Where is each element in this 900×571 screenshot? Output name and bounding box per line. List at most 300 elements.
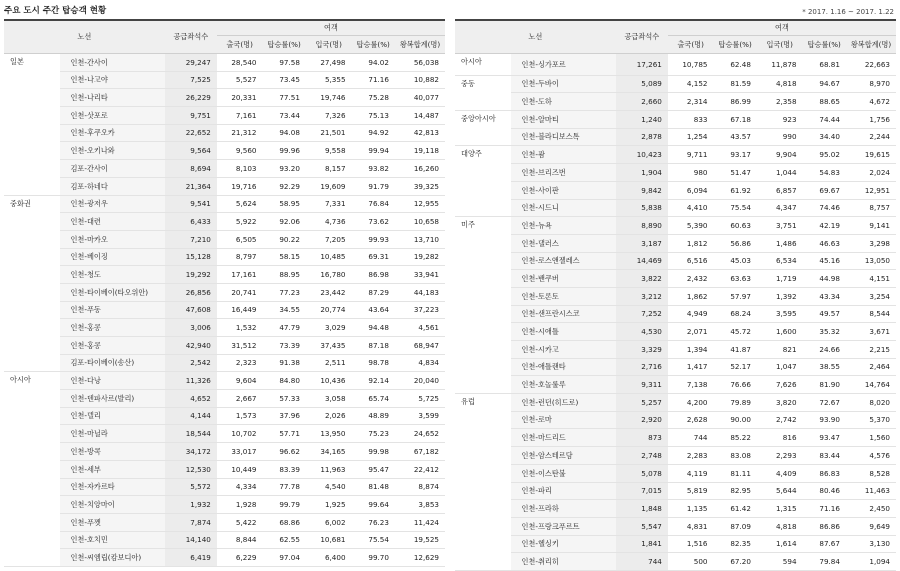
cell-out-pax: 6,094 — [668, 181, 714, 199]
header-total: 왕복합계(명) — [846, 36, 896, 54]
cell-route: 인천-씨엠립(캄보디아) — [60, 549, 164, 567]
cell-route: 인천-뉴욕 — [511, 217, 615, 235]
cell-in-pax: 9,904 — [757, 146, 803, 164]
cell-supply: 6,433 — [165, 213, 217, 231]
table-row — [4, 460, 445, 478]
cell-out-rate: 60.63 — [713, 217, 756, 235]
cell-total: 3,853 — [395, 496, 445, 514]
cell-total: 3,254 — [846, 287, 896, 305]
cell-route: 인천-괌 — [511, 146, 615, 164]
cell-route: 인천-간사이 — [60, 54, 164, 72]
cell-total: 14,764 — [846, 376, 896, 394]
cell-in-pax: 1,600 — [757, 323, 803, 341]
cell-in-rate: 35.32 — [803, 323, 846, 341]
cell-out-pax: 5,624 — [217, 195, 263, 213]
header-in-pax: 입국(명) — [757, 36, 803, 54]
cell-total: 22,663 — [846, 54, 896, 76]
cell-in-rate: 87.29 — [352, 283, 395, 301]
cell-out-rate: 51.47 — [713, 164, 756, 182]
header-out-pax: 출국(명) — [668, 36, 714, 54]
cell-route: 인천-싱가포르 — [511, 54, 615, 76]
cell-in-pax: 1,044 — [757, 164, 803, 182]
cell-total: 3,130 — [846, 535, 896, 553]
period-note: * 2017. 1.16 ~ 2017. 1.22 — [802, 8, 894, 16]
cell-total: 8,020 — [846, 394, 896, 412]
cell-out-rate: 52.17 — [713, 358, 756, 376]
cell-supply: 1,848 — [616, 500, 668, 518]
cell-out-rate: 73.39 — [262, 337, 305, 355]
cell-out-pax: 8,797 — [217, 248, 263, 266]
cell-out-pax: 5,390 — [668, 217, 714, 235]
cell-total: 10,882 — [395, 71, 445, 89]
cell-route: 인천-후쿠오카 — [60, 124, 164, 142]
cell-out-pax: 6,229 — [217, 549, 263, 567]
region-label: 대양주 — [455, 146, 511, 217]
cell-in-pax: 7,326 — [306, 107, 352, 125]
cell-in-rate: 75.23 — [352, 425, 395, 443]
cell-out-rate: 77.78 — [262, 478, 305, 496]
header-route: 노선 — [455, 20, 616, 54]
table-row — [455, 54, 896, 76]
cell-total: 56,038 — [395, 54, 445, 72]
table-row — [4, 248, 445, 266]
cell-total: 3,599 — [395, 407, 445, 425]
cell-out-rate: 83.39 — [262, 460, 305, 478]
cell-out-pax: 20,741 — [217, 283, 263, 301]
cell-out-pax: 8,844 — [217, 531, 263, 549]
table-row — [455, 128, 896, 146]
cell-out-pax: 10,702 — [217, 425, 263, 443]
cell-supply: 22,652 — [165, 124, 217, 142]
cell-in-rate: 80.46 — [803, 482, 846, 500]
cell-out-pax: 1,135 — [668, 500, 714, 518]
cell-total: 9,141 — [846, 217, 896, 235]
cell-in-rate: 65.74 — [352, 390, 395, 408]
table-row — [4, 531, 445, 549]
cell-out-pax: 6,516 — [668, 252, 714, 270]
cell-route: 인천-취리히 — [511, 553, 615, 571]
cell-out-pax: 1,532 — [217, 319, 263, 337]
cell-supply: 4,144 — [165, 407, 217, 425]
cell-total: 44,183 — [395, 283, 445, 301]
cell-total: 3,298 — [846, 234, 896, 252]
cell-route: 인천-마카오 — [60, 230, 164, 248]
cell-total: 10,658 — [395, 213, 445, 231]
cell-out-rate: 41.87 — [713, 341, 756, 359]
cell-out-rate: 84.80 — [262, 372, 305, 390]
cell-supply: 3,822 — [616, 270, 668, 288]
cell-in-rate: 75.13 — [352, 107, 395, 125]
cell-in-rate: 48.89 — [352, 407, 395, 425]
cell-route: 인천-홍콩 — [60, 319, 164, 337]
cell-in-rate: 81.90 — [803, 376, 846, 394]
cell-out-pax: 5,922 — [217, 213, 263, 231]
header-total: 왕복합계(명) — [395, 36, 445, 54]
table-row — [4, 425, 445, 443]
cell-in-rate: 86.83 — [803, 464, 846, 482]
cell-in-rate: 73.62 — [352, 213, 395, 231]
cell-out-pax: 1,516 — [668, 535, 714, 553]
cell-total: 8,970 — [846, 75, 896, 93]
cell-in-rate: 93.90 — [803, 411, 846, 429]
cell-out-pax: 4,152 — [668, 75, 714, 93]
cell-out-rate: 67.18 — [713, 111, 756, 129]
cell-out-pax: 1,394 — [668, 341, 714, 359]
cell-out-rate: 90.22 — [262, 230, 305, 248]
cell-route: 인천-이스탄불 — [511, 464, 615, 482]
cell-out-rate: 99.79 — [262, 496, 305, 514]
cell-in-rate: 87.67 — [803, 535, 846, 553]
table-row — [455, 394, 896, 412]
cell-supply: 5,078 — [616, 464, 668, 482]
cell-out-pax: 4,949 — [668, 305, 714, 323]
cell-in-pax: 5,355 — [306, 71, 352, 89]
cell-supply: 2,542 — [165, 354, 217, 372]
table-row — [4, 283, 445, 301]
cell-in-pax: 16,780 — [306, 266, 352, 284]
header-passenger-group: 여객 — [217, 20, 445, 36]
cell-out-rate: 57.97 — [713, 287, 756, 305]
table-row — [455, 305, 896, 323]
cell-in-rate: 38.55 — [803, 358, 846, 376]
cell-out-rate: 61.42 — [713, 500, 756, 518]
cell-in-rate: 94.92 — [352, 124, 395, 142]
table-row — [455, 358, 896, 376]
cell-supply: 1,240 — [616, 111, 668, 129]
cell-route: 인천-홍콩 — [60, 337, 164, 355]
region-label: 중화권 — [4, 195, 60, 372]
cell-in-rate: 44.98 — [803, 270, 846, 288]
cell-in-pax: 6,400 — [306, 549, 352, 567]
cell-out-rate: 45.03 — [713, 252, 756, 270]
cell-out-rate: 57.71 — [262, 425, 305, 443]
cell-supply: 7,525 — [165, 71, 217, 89]
cell-out-rate: 73.45 — [262, 71, 305, 89]
cell-total: 2,244 — [846, 128, 896, 146]
cell-out-pax: 31,512 — [217, 337, 263, 355]
cell-route: 인천-푸동 — [60, 301, 164, 319]
cell-supply: 9,311 — [616, 376, 668, 394]
cell-supply: 42,940 — [165, 337, 217, 355]
table-row — [455, 93, 896, 111]
cell-in-rate: 24.66 — [803, 341, 846, 359]
cell-out-pax: 28,540 — [217, 54, 263, 72]
cell-total: 9,649 — [846, 517, 896, 535]
cell-in-rate: 43.64 — [352, 301, 395, 319]
cell-supply: 3,212 — [616, 287, 668, 305]
cell-in-pax: 11,878 — [757, 54, 803, 76]
header-route: 노선 — [4, 20, 165, 54]
cell-in-rate: 75.28 — [352, 89, 395, 107]
header-supply: 공급좌석수 — [165, 20, 217, 54]
cell-out-pax: 1,862 — [668, 287, 714, 305]
cell-in-pax: 1,392 — [757, 287, 803, 305]
cell-out-rate: 91.38 — [262, 354, 305, 372]
table-row — [455, 500, 896, 518]
cell-in-pax: 3,058 — [306, 390, 352, 408]
cell-total: 8,544 — [846, 305, 896, 323]
cell-total: 2,464 — [846, 358, 896, 376]
cell-out-rate: 68.24 — [713, 305, 756, 323]
cell-in-pax: 3,751 — [757, 217, 803, 235]
cell-supply: 14,140 — [165, 531, 217, 549]
cell-total: 1,094 — [846, 553, 896, 571]
table-row — [4, 390, 445, 408]
cell-out-pax: 6,505 — [217, 230, 263, 248]
cell-in-rate: 95.02 — [803, 146, 846, 164]
cell-in-rate: 81.48 — [352, 478, 395, 496]
cell-out-rate: 63.63 — [713, 270, 756, 288]
cell-in-pax: 1,486 — [757, 234, 803, 252]
cell-in-rate: 86.98 — [352, 266, 395, 284]
cell-total: 39,325 — [395, 177, 445, 195]
cell-supply: 5,572 — [165, 478, 217, 496]
cell-out-pax: 7,161 — [217, 107, 263, 125]
cell-route: 인천-사이판 — [511, 181, 615, 199]
header-in-rate: 탑승률(%) — [352, 36, 395, 54]
cell-route: 인천-토론토 — [511, 287, 615, 305]
cell-route: 인천-블라디보스톡 — [511, 128, 615, 146]
table-row — [455, 447, 896, 465]
cell-out-pax: 1,928 — [217, 496, 263, 514]
region-label: 중동 — [455, 75, 511, 110]
cell-out-pax: 980 — [668, 164, 714, 182]
cell-in-pax: 2,026 — [306, 407, 352, 425]
cell-out-pax: 2,628 — [668, 411, 714, 429]
cell-out-rate: 62.55 — [262, 531, 305, 549]
cell-supply: 3,329 — [616, 341, 668, 359]
cell-in-rate: 69.67 — [803, 181, 846, 199]
cell-out-rate: 92.06 — [262, 213, 305, 231]
cell-out-pax: 33,017 — [217, 443, 263, 461]
table-row — [455, 553, 896, 571]
cell-supply: 9,842 — [616, 181, 668, 199]
table-row — [455, 287, 896, 305]
cell-in-rate: 99.93 — [352, 230, 395, 248]
cell-total: 11,463 — [846, 482, 896, 500]
cell-in-rate: 93.82 — [352, 160, 395, 178]
cell-in-pax: 821 — [757, 341, 803, 359]
cell-supply: 7,874 — [165, 513, 217, 531]
cell-in-rate: 74.44 — [803, 111, 846, 129]
cell-in-rate: 92.14 — [352, 372, 395, 390]
cell-in-pax: 11,963 — [306, 460, 352, 478]
table-row — [4, 177, 445, 195]
cell-out-pax: 2,432 — [668, 270, 714, 288]
cell-in-rate: 75.54 — [352, 531, 395, 549]
cell-total: 22,412 — [395, 460, 445, 478]
cell-out-rate: 88.95 — [262, 266, 305, 284]
cell-in-pax: 6,534 — [757, 252, 803, 270]
table-row — [4, 337, 445, 355]
cell-out-pax: 2,323 — [217, 354, 263, 372]
cell-out-rate: 57.33 — [262, 390, 305, 408]
table-row — [455, 376, 896, 394]
cell-out-pax: 1,812 — [668, 234, 714, 252]
cell-in-rate: 86.86 — [803, 517, 846, 535]
cell-total: 19,282 — [395, 248, 445, 266]
cell-in-pax: 21,501 — [306, 124, 352, 142]
cell-route: 인천-도하 — [511, 93, 615, 111]
cell-supply: 17,261 — [616, 54, 668, 76]
cell-route: 인천-호치민 — [60, 531, 164, 549]
cell-in-pax: 923 — [757, 111, 803, 129]
cell-supply: 12,530 — [165, 460, 217, 478]
cell-out-pax: 2,667 — [217, 390, 263, 408]
cell-out-rate: 97.04 — [262, 549, 305, 567]
cell-in-rate: 99.98 — [352, 443, 395, 461]
cell-out-rate: 87.09 — [713, 517, 756, 535]
cell-route: 인천-방콕 — [60, 443, 164, 461]
cell-in-rate: 49.57 — [803, 305, 846, 323]
cell-supply: 4,652 — [165, 390, 217, 408]
table-row — [455, 75, 896, 93]
cell-out-pax: 16,449 — [217, 301, 263, 319]
cell-total: 4,834 — [395, 354, 445, 372]
cell-in-pax: 2,742 — [757, 411, 803, 429]
cell-total: 12,629 — [395, 549, 445, 567]
cell-supply: 9,541 — [165, 195, 217, 213]
cell-route: 인천-세부 — [60, 460, 164, 478]
cell-out-rate: 79.89 — [713, 394, 756, 412]
cell-total: 13,050 — [846, 252, 896, 270]
cell-route: 인천-로마 — [511, 411, 615, 429]
cell-total: 1,560 — [846, 429, 896, 447]
cell-total: 1,756 — [846, 111, 896, 129]
cell-in-rate: 99.94 — [352, 142, 395, 160]
cell-in-pax: 1,925 — [306, 496, 352, 514]
cell-in-pax: 4,818 — [757, 75, 803, 93]
cell-total: 12,951 — [846, 181, 896, 199]
table-row — [455, 181, 896, 199]
cell-out-rate: 93.20 — [262, 160, 305, 178]
header-out-rate: 탑승률(%) — [262, 36, 305, 54]
cell-route: 인천-청도 — [60, 266, 164, 284]
cell-route: 인천-밴쿠버 — [511, 270, 615, 288]
cell-supply: 11,326 — [165, 372, 217, 390]
cell-supply: 2,660 — [616, 93, 668, 111]
cell-in-rate: 76.84 — [352, 195, 395, 213]
cell-out-rate: 86.99 — [713, 93, 756, 111]
region-label: 아시아 — [455, 54, 511, 76]
cell-supply: 1,904 — [616, 164, 668, 182]
cell-in-rate: 46.63 — [803, 234, 846, 252]
cell-total: 5,725 — [395, 390, 445, 408]
cell-total: 24,652 — [395, 425, 445, 443]
cell-out-pax: 19,716 — [217, 177, 263, 195]
cell-in-rate: 45.16 — [803, 252, 846, 270]
cell-in-pax: 7,626 — [757, 376, 803, 394]
cell-route: 인천-댈러스 — [511, 234, 615, 252]
cell-in-rate: 94.48 — [352, 319, 395, 337]
cell-total: 3,671 — [846, 323, 896, 341]
cell-in-pax: 4,736 — [306, 213, 352, 231]
cell-route: 인천-프랑크푸르트 — [511, 517, 615, 535]
cell-route: 인천-광저우 — [60, 195, 164, 213]
cell-in-pax: 10,436 — [306, 372, 352, 390]
cell-in-pax: 37,435 — [306, 337, 352, 355]
cell-total: 67,182 — [395, 443, 445, 461]
cell-in-pax: 2,293 — [757, 447, 803, 465]
table-row — [4, 230, 445, 248]
cell-out-rate: 76.66 — [713, 376, 756, 394]
cell-in-rate: 74.46 — [803, 199, 846, 217]
cell-in-pax: 3,595 — [757, 305, 803, 323]
cell-in-rate: 99.70 — [352, 549, 395, 567]
cell-supply: 2,878 — [616, 128, 668, 146]
table-row — [4, 54, 445, 72]
cell-route: 인천-시드니 — [511, 199, 615, 217]
right-table — [455, 19, 896, 571]
cell-in-rate: 98.78 — [352, 354, 395, 372]
cell-out-rate: 77.23 — [262, 283, 305, 301]
table-row — [455, 146, 896, 164]
cell-in-pax: 990 — [757, 128, 803, 146]
right-table-body — [455, 54, 896, 571]
cell-out-rate: 99.96 — [262, 142, 305, 160]
cell-in-pax: 4,347 — [757, 199, 803, 217]
cell-total: 2,450 — [846, 500, 896, 518]
cell-total: 8,528 — [846, 464, 896, 482]
region-label: 일본 — [4, 54, 60, 196]
cell-in-rate: 83.44 — [803, 447, 846, 465]
cell-supply: 34,172 — [165, 443, 217, 461]
cell-out-rate: 45.72 — [713, 323, 756, 341]
cell-in-pax: 3,820 — [757, 394, 803, 412]
cell-total: 13,710 — [395, 230, 445, 248]
cell-out-rate: 85.22 — [713, 429, 756, 447]
header-in-pax: 입국(명) — [306, 36, 352, 54]
cell-out-pax: 9,711 — [668, 146, 714, 164]
cell-in-rate: 88.65 — [803, 93, 846, 111]
cell-route: 인천-다낭 — [60, 372, 164, 390]
cell-out-pax: 2,314 — [668, 93, 714, 111]
cell-in-pax: 5,644 — [757, 482, 803, 500]
cell-in-rate: 99.64 — [352, 496, 395, 514]
cell-supply: 47,608 — [165, 301, 217, 319]
table-row — [4, 107, 445, 125]
cell-route: 인천-덴파사르(발리) — [60, 390, 164, 408]
cell-in-rate: 87.18 — [352, 337, 395, 355]
cell-supply: 26,856 — [165, 283, 217, 301]
cell-route: 인천-파리 — [511, 482, 615, 500]
cell-total: 5,370 — [846, 411, 896, 429]
cell-in-rate: 95.47 — [352, 460, 395, 478]
cell-route: 인천-알마티 — [511, 111, 615, 129]
cell-route: 인천-프라하 — [511, 500, 615, 518]
header-supply: 공급좌석수 — [616, 20, 668, 54]
cell-out-pax: 8,103 — [217, 160, 263, 178]
cell-out-rate: 82.35 — [713, 535, 756, 553]
cell-in-pax: 19,746 — [306, 89, 352, 107]
cell-total: 2,024 — [846, 164, 896, 182]
cell-in-rate: 42.19 — [803, 217, 846, 235]
cell-route: 인천-마드리드 — [511, 429, 615, 447]
cell-out-rate: 34.55 — [262, 301, 305, 319]
cell-in-rate: 43.34 — [803, 287, 846, 305]
cell-in-pax: 6,002 — [306, 513, 352, 531]
cell-in-pax: 1,719 — [757, 270, 803, 288]
cell-out-pax: 4,410 — [668, 199, 714, 217]
table-row — [4, 160, 445, 178]
cell-in-pax: 3,029 — [306, 319, 352, 337]
cell-supply: 3,006 — [165, 319, 217, 337]
cell-out-pax: 1,573 — [217, 407, 263, 425]
cell-route: 인천-헬싱키 — [511, 535, 615, 553]
table-row — [455, 482, 896, 500]
cell-supply: 5,257 — [616, 394, 668, 412]
cell-out-pax: 500 — [668, 553, 714, 571]
